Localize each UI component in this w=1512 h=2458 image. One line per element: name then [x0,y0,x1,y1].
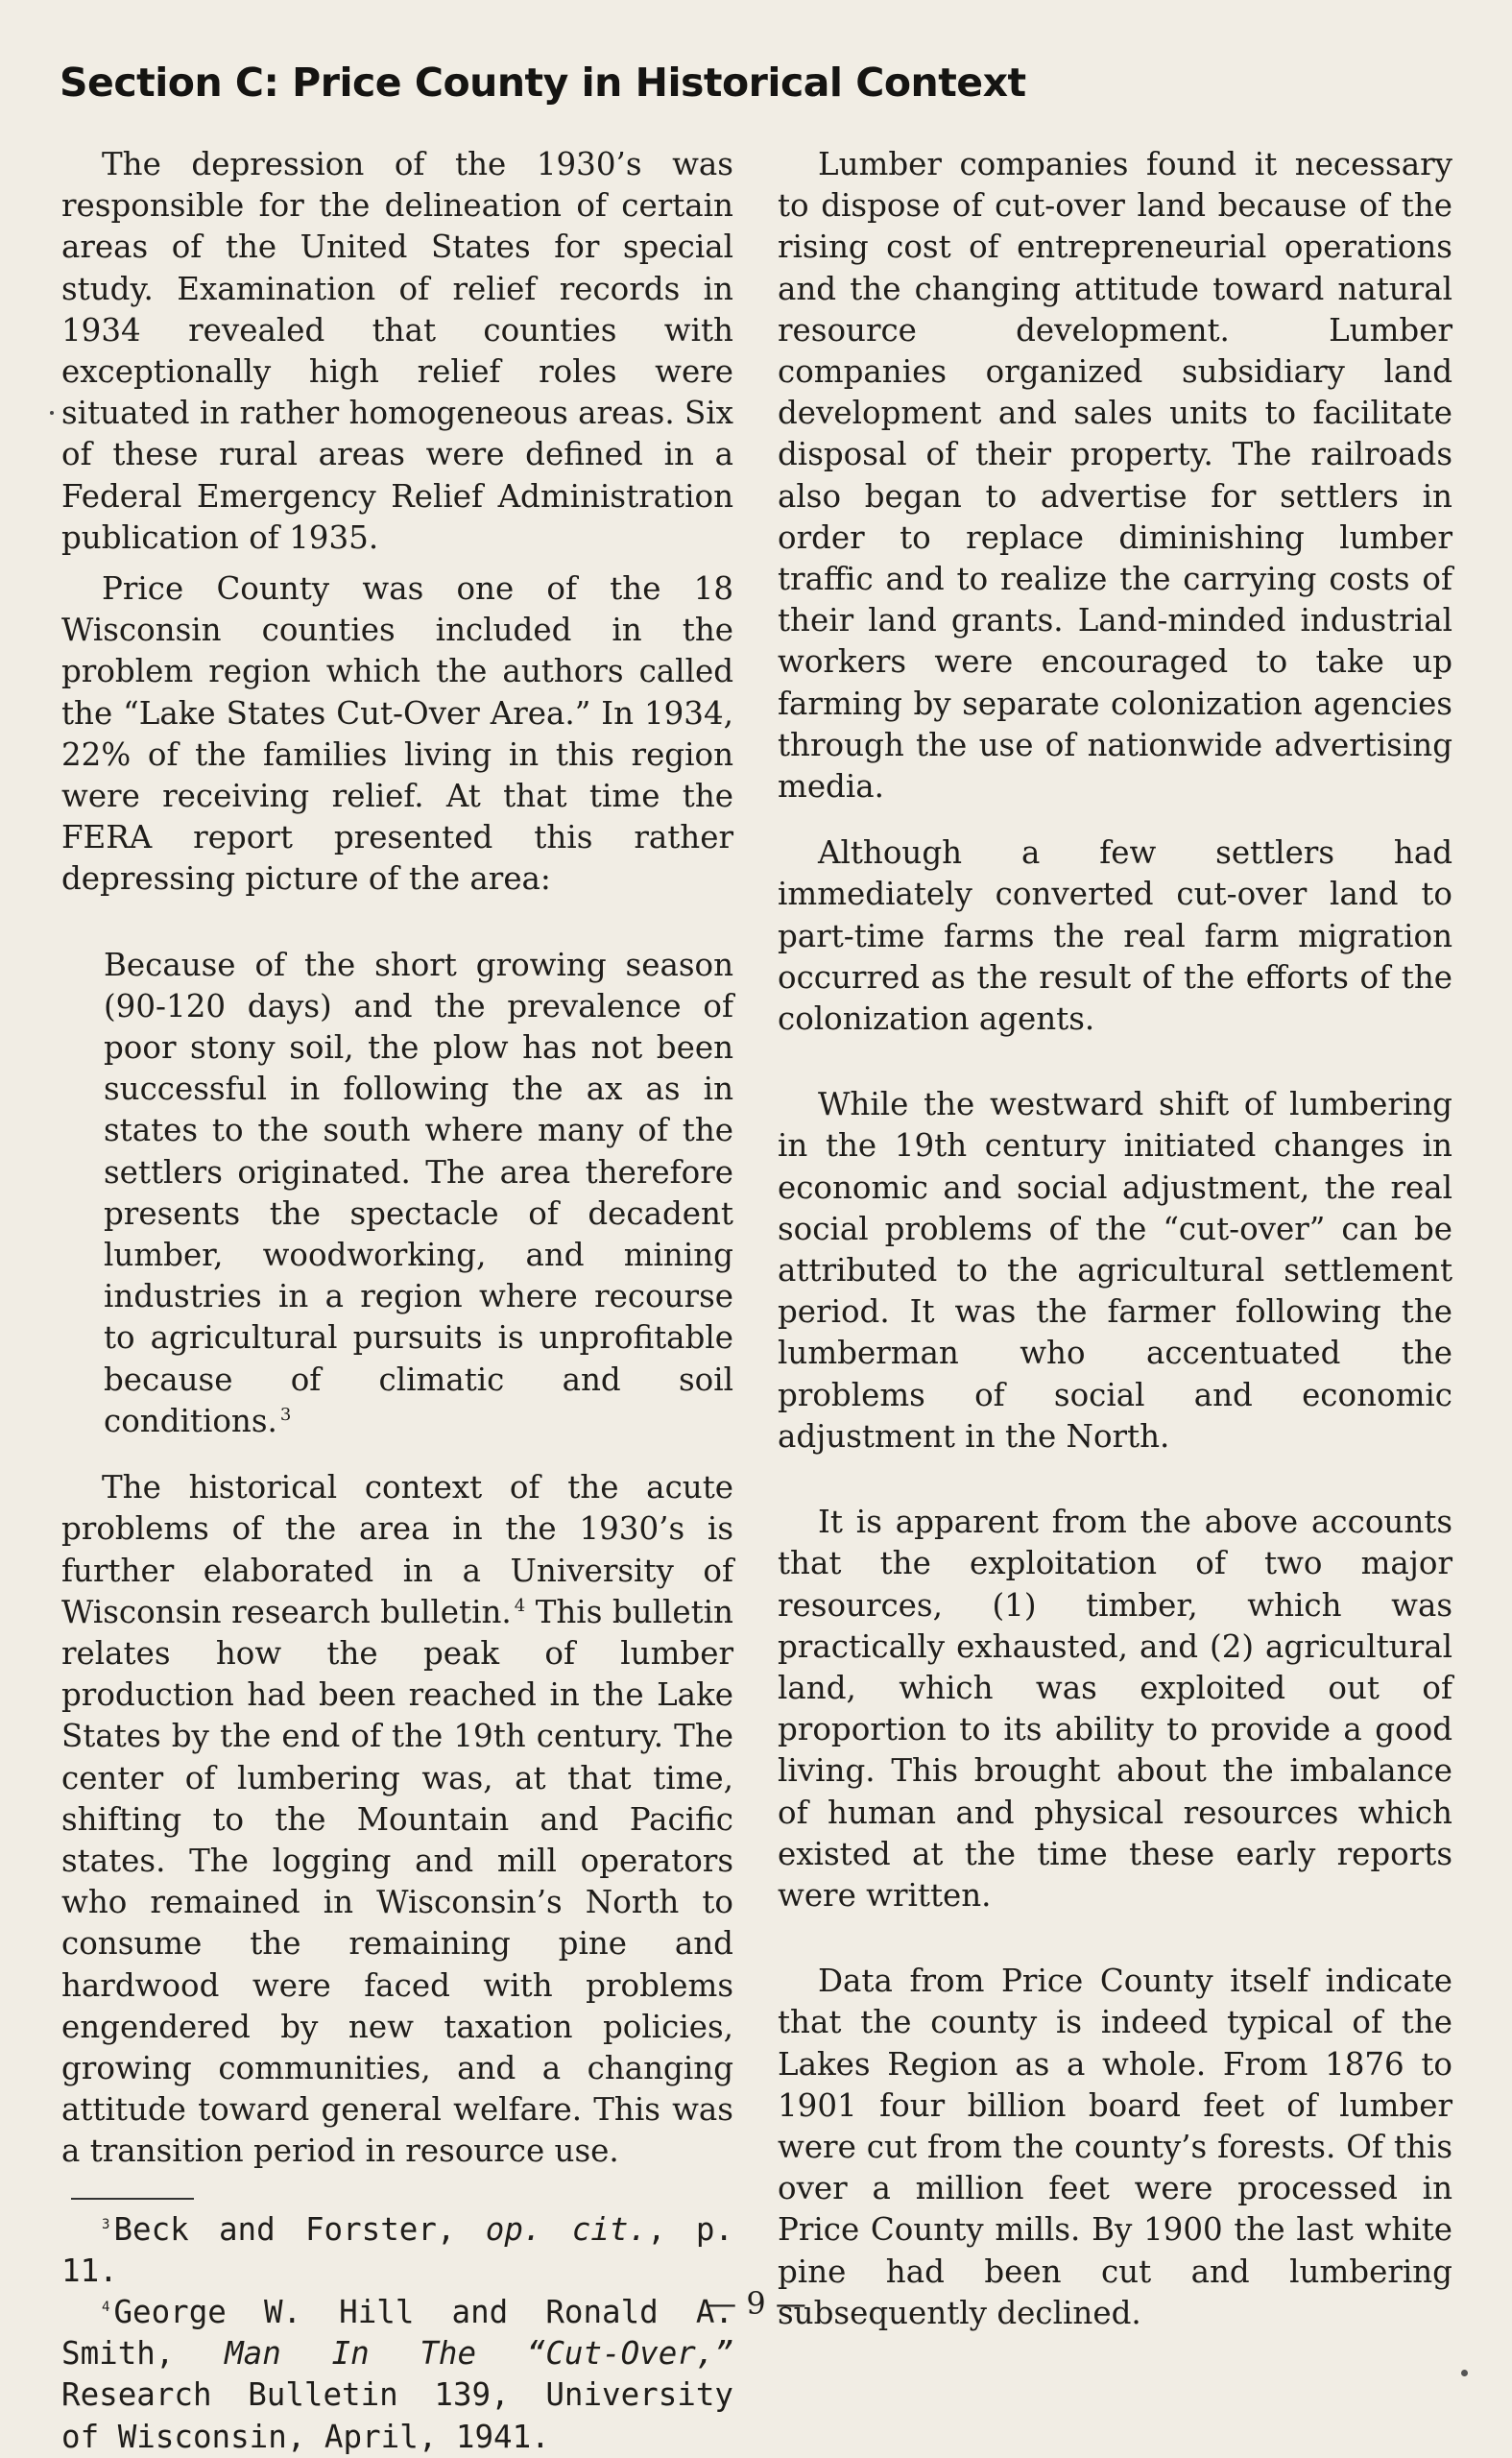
quote-text: Because of the short growing season (90-120 days) and the prevalence of poor stony soil, the plow has not been successful in following the ax as in states to the south where many of the settlers originated. The area therefore presents the spectacle of decadent lumber, woodworking, and mining industries in a region where recourse to agricultural pursuits is unprofitable because of climatic and soil conditions. [104,946,733,1439]
paragraph-westward-shift: While the westward shift of lumbering in the 19th century initiated changes in economic and social adjustment, the real social problems of the “cut-over” can be attributed to the agricultural settlement period. It was the farmer following the lumberman who accentuated the problems of social and economic adjustment in the North. [778,1086,1452,1455]
print-speck-corner [1461,2370,1468,2376]
right-column [778,144,1452,2334]
footnote-3 [61,2209,733,2292]
block-quote-fera [104,945,733,1442]
paragraph-depression: The depression of the 1930’s was responsible for the delineation of certain areas of the United States for special study. Examination of relief records in 1934 revealed that counties with exceptionally high relief roles were situated in rather homogeneous areas. Six of these rural areas were defined in a Federal Emergency Relief Administration publication of 1935. [61,146,733,556]
historical-context-text-a: The historical context of the acute problems of the area in the 1930’s is further elaborated in a University of Wisconsin research bulletin. [61,1469,733,1630]
footnote-4-italic: Man In The “Cut-Over,” [225,2335,733,2373]
footnote-4-text-b: Research Bulletin 139, University of Wisconsin, April, 1941. [61,2376,733,2455]
paragraph-price-county-data: Data from Price County itself indicate that the county is indeed typical of the Lakes Region as a whole. From 1876 to 1901 four billion board feet of lumber were cut from the county’s forests. Of this over a million feet were processed in Price County mills. By 1900 the last white pine had been cut and lumbering subsequently declined. [778,1963,1452,2331]
paragraph-exploitation: It is apparent from the above accounts that the exploitation of two major resources, (1) timber, which was practically exhausted, and (2) agricultural land, which was exploited out of proportion to its ability to provide a good living. This brought about the imbalance of human and physical resources which existed at the time these early reports were written. [778,1504,1452,1914]
historical-context-text-b: This bulletin relates how the peak of lumber production had been reached in the Lake States by the end of the 19th century. The center of lumbering was, at that time, shifting to the Mountain and Pacific states. The logging and mill operators who remained in Wisconsin’s North to consume the remaining pine and hardwood were faced with problems engendered by new taxation policies, growing communities, and a changing attitude toward general welfare. This was a transition period in resource use. [61,1593,733,2170]
left-column [61,144,733,2458]
paragraph-lumber-companies: Lumber companies found it necessary to dispose of cut-over land because of the rising cost of entrepreneurial operations and the changing attitude toward natural resource development. Lumber companies organized subsidiary land development and sales units to facilitate disposal of their property. The railroads also began to advertise for settlers in order to replace diminishing lumber traffic and to realize the carrying costs of their land grants. Land-minded industrial workers were encouraged to take up farming by separate colonization agencies through the use of nationwide advertising media. [778,146,1452,806]
footnote-4-number: 4 [102,2300,110,2316]
footnote-3-text-b: , p. 11. [61,2210,733,2289]
paragraph-historical-context [61,1467,733,2172]
page-number: — 9 — [706,2285,806,2322]
paragraph-price-county: Price County was one of the 18 Wisconsin counties included in the problem region which the authors called the “Lake States Cut-Over Area.” In 1934, 22% of the families living in this region were receiving relief. At that time the FERA report presented this rather depressing picture of the area: [61,570,733,898]
print-speck [50,411,54,415]
footnote-4-text-a: George W. Hill and Ronald A. Smith, [61,2293,733,2373]
section-title: Section C: Price County in Historical Context [60,60,1026,106]
footnote-3-text-a: Beck and Forster, [113,2210,486,2248]
footnote-3-number: 3 [102,2216,110,2232]
footnote-ref-4: 4 [514,1595,526,1616]
footnote-3-italic: op. cit. [485,2210,648,2248]
paragraph-settlers: Although a few settlers had immediately converted cut-over land to part-time farms the real farm migration occurred as the result of the efforts of the colonization agents. [778,834,1452,1038]
footnote-divider [71,2198,194,2200]
footnote-ref-3: 3 [279,1405,292,1426]
